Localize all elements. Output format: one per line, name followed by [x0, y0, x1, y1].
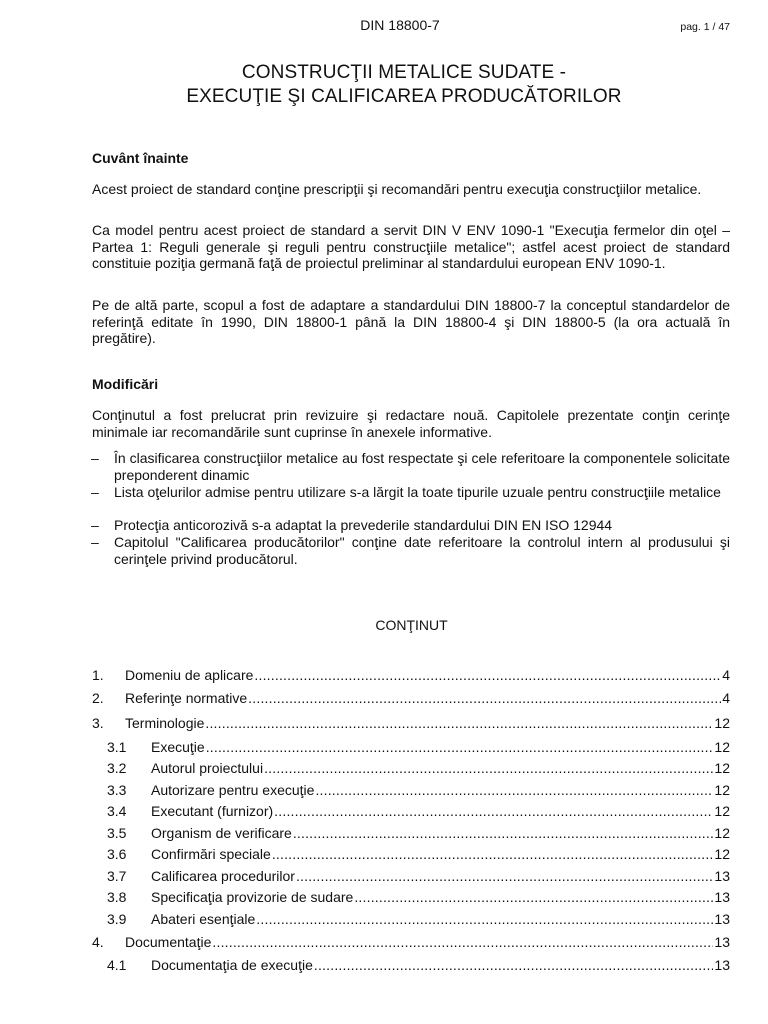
toc-number: 3. [92, 715, 104, 731]
toc-page: 13 [714, 889, 730, 905]
toc-entry[interactable] [107, 760, 730, 777]
toc-title: Autorul proiectului [151, 760, 264, 776]
toc-page: 4 [722, 690, 730, 706]
toc-leader [212, 934, 713, 951]
toc-page: 4 [722, 667, 730, 683]
toc-entry[interactable] [107, 911, 730, 928]
toc-number: 4. [92, 934, 104, 950]
toc-leader [274, 803, 713, 820]
toc-entry[interactable] [92, 690, 730, 707]
toc-page: 12 [714, 782, 730, 798]
toc-number: 3.9 [107, 911, 127, 927]
changes-bullet [92, 517, 730, 534]
bullet-text: Protecţia anticorozivă s-a adaptat la prevederile standardului DIN EN ISO 12944 [114, 517, 613, 533]
toc-leader [206, 739, 714, 756]
bullet-dash: – [91, 534, 99, 550]
toc-leader [315, 782, 713, 799]
bullet-text: În clasificarea construcţiilor metalice au fost respectate şi cele referitoare la componentele solicitate preponderent dinamic [114, 450, 730, 483]
toc-heading: CONŢINUT [375, 617, 448, 633]
toc-title: Autorizare pentru execuţie [151, 782, 315, 798]
toc-page: 12 [714, 760, 730, 776]
toc-leader [256, 911, 713, 928]
toc-title: Referinţe normative [125, 690, 248, 706]
toc-page: 13 [714, 868, 730, 884]
header-page-number: pag. 1 / 47 [680, 21, 730, 33]
toc-title: Execuţie [151, 739, 205, 755]
toc-leader [264, 760, 713, 777]
toc-title: Domeniu de aplicare [125, 667, 254, 683]
toc-entry[interactable] [107, 739, 730, 756]
bullet-text: Lista oţelurilor admise pentru utilizare s-a lărgit la toate tipurile uzuale pentru construcţiile metalice [114, 484, 721, 500]
toc-number: 1. [92, 667, 104, 683]
toc-number: 4.1 [107, 957, 127, 973]
toc-leader [254, 667, 721, 684]
toc-entry[interactable] [92, 934, 730, 951]
bullet-text: Capitolul "Calificarea producătorilor" conţine date referitoare la controlul intern al produsului şi cerinţele privind producătorul. [114, 534, 730, 567]
toc-title: Terminologie [125, 715, 205, 731]
toc-title: Confirmări speciale [151, 846, 271, 862]
toc-page: 12 [714, 715, 730, 731]
toc-entry[interactable] [107, 803, 730, 820]
toc-number: 3.1 [107, 739, 127, 755]
toc-number: 3.4 [107, 803, 127, 819]
toc-entry[interactable] [92, 715, 730, 732]
bullet-dash: – [91, 517, 99, 533]
foreword-paragraph: Ca model pentru acest proiect de standard a servit DIN V ENV 1090-1 "Execuţia fermelor din oţel – Partea 1: Reguli generale şi reguli pentru construcţiile metalice"; astfel acest proiect de standard constituie poziţia germană faţă de proiectul preliminar al standardului european ENV 1090-1. [92, 222, 730, 271]
toc-title: Documentaţia de execuţie [151, 957, 313, 973]
toc-number: 2. [92, 690, 104, 706]
toc-entry[interactable] [107, 868, 730, 885]
document-title [0, 61, 768, 109]
toc-title: Organism de verificare [151, 825, 292, 841]
toc-title: Documentaţie [125, 934, 212, 950]
toc-title: Abateri esenţiale [151, 911, 256, 927]
foreword-paragraph: Pe de altă parte, scopul a fost de adaptare a standardului DIN 18800-7 la conceptul standardelor de referinţă editate în 1990, DIN 18800-1 până la DIN 18800-4 şi DIN 18800-5 (la ora actuală în pregătire). [92, 297, 730, 346]
title-line-1: CONSTRUCŢII METALICE SUDATE - [241, 62, 567, 83]
toc-number: 3.8 [107, 889, 127, 905]
toc-page: 12 [714, 803, 730, 819]
toc-entry[interactable] [107, 957, 730, 974]
toc-leader [296, 868, 713, 885]
header-document-code: DIN 18800-7 [360, 17, 440, 33]
toc-leader [293, 825, 714, 842]
toc-entry[interactable] [107, 782, 730, 799]
toc-leader [314, 957, 714, 974]
toc-leader [354, 889, 713, 906]
toc-page: 12 [714, 846, 730, 862]
toc-number: 3.6 [107, 846, 127, 862]
toc-title: Executant (furnizor) [151, 803, 274, 819]
bullet-dash: – [91, 450, 99, 466]
toc-page: 13 [714, 934, 730, 950]
toc-number: 3.5 [107, 825, 127, 841]
foreword-heading: Cuvânt înainte [92, 150, 189, 166]
toc-leader [248, 690, 721, 707]
toc-page: 12 [714, 825, 730, 841]
toc-title: Specificaţia provizorie de sudare [151, 889, 354, 905]
toc-title: Calificarea procedurilor [151, 868, 295, 884]
toc-number: 3.3 [107, 782, 127, 798]
foreword-paragraph: Acest proiect de standard conţine prescripţii şi recomandări pentru execuţia construcţiilor metalice. [92, 181, 702, 197]
toc-number: 3.2 [107, 760, 127, 776]
toc-entry[interactable] [107, 825, 730, 842]
toc-page: 13 [714, 911, 730, 927]
changes-bullet [92, 534, 730, 567]
toc-entry[interactable] [107, 846, 730, 863]
changes-bullet [92, 450, 730, 483]
toc-leader [272, 846, 714, 863]
toc-page: 13 [714, 957, 730, 973]
title-line-2: EXECUŢIE ŞI CALIFICAREA PRODUCĂTORILOR [186, 86, 622, 107]
toc-page: 12 [714, 739, 730, 755]
bullet-dash: – [91, 484, 99, 500]
toc-number: 3.7 [107, 868, 127, 884]
changes-heading: Modificări [92, 376, 159, 392]
changes-bullet [92, 484, 730, 501]
toc-entry[interactable] [107, 889, 730, 906]
toc-leader [205, 715, 713, 732]
toc-entry[interactable] [92, 667, 730, 684]
changes-intro: Conţinutul a fost prelucrat prin revizuire şi redactare nouă. Capitolele prezentate conţin cerinţe minimale iar recomandările sunt cuprinse în anexele informative. [92, 407, 730, 440]
